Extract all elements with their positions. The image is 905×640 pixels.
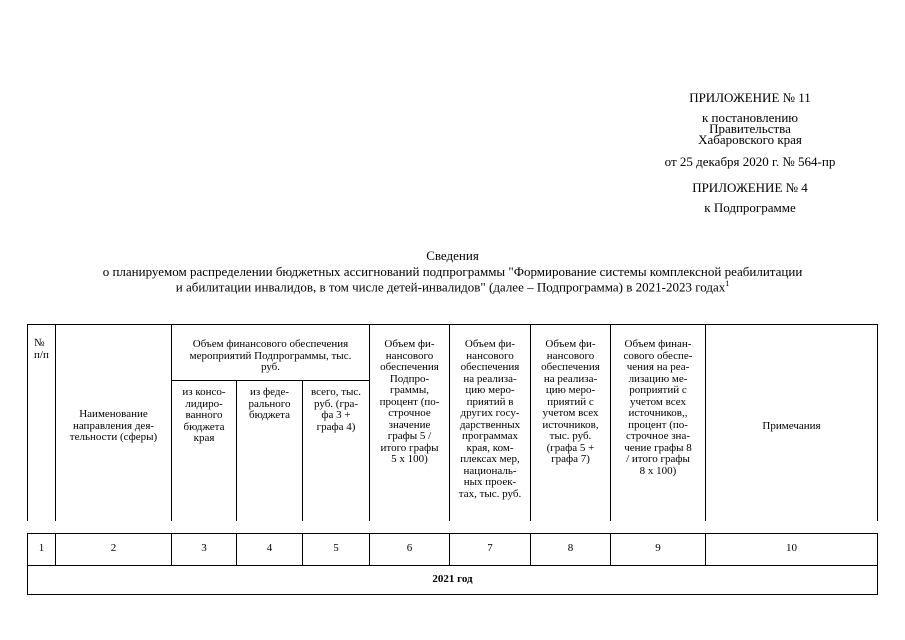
header-all-sources: Объем фи- нансового обеспечения на реализа- цию меро- приятий с учетом всех источников, тыс. руб. (графа 5 + графа 7) xyxy=(541,338,600,465)
column-number-7: 7 xyxy=(487,542,493,554)
header-financing-group: Объем финансового обеспечения мероприятий Подпрограммы, тыс. руб. xyxy=(189,338,352,373)
document-subheading-line-1: о планируемом распределении бюджетных ассигнований подпрограммы "Формирование системы комплексной реабилитации xyxy=(102,264,803,279)
header-federal-budget: из феде- рального бюджета xyxy=(248,386,291,421)
appendix-title: ПРИЛОЖЕНИЕ № 11 xyxy=(689,90,811,105)
column-number-2: 2 xyxy=(110,542,117,554)
column-number-3: 3 xyxy=(201,542,207,554)
appendix-ref-1: к постановлению xyxy=(701,110,799,125)
column-number-1: 1 xyxy=(38,542,45,554)
document-subheading-line-2 xyxy=(20,278,885,293)
column-number-4: 4 xyxy=(266,542,273,554)
column-number-8: 8 xyxy=(567,542,574,554)
sub-appendix-title: ПРИЛОЖЕНИЕ № 4 xyxy=(692,180,808,195)
appendix-ref-3: Хабаровского края xyxy=(698,132,802,147)
column-number-9: 9 xyxy=(655,542,661,554)
column-number-10: 10 xyxy=(786,542,797,554)
header-regional-budget: из консо- лидиро- ванного бюджета края xyxy=(182,386,226,444)
document-heading: Сведения xyxy=(426,248,479,263)
document-subheading-text: и абилитации инвалидов, в том числе детей-инвалидов" (далее – Подпрограмма) в 2021-2023 годах xyxy=(175,279,726,295)
header-direction-name: Наименование направления дея- тельности (сферы) xyxy=(69,408,158,443)
header-other-programs: Объем фи- нансового обеспечения на реализа- цию меро- приятий в других госу- дарственных программах края, ком- плексах мер, националь- ных проек- тах, тыс. руб. xyxy=(458,338,522,500)
header-subprogram-percent: Объем фи- нансового обеспечения Подпро- граммы, процент (по- строчное значение графы 5 / итого графы 5 х 100) xyxy=(379,338,440,465)
sub-appendix-ref: к Подпрограмме xyxy=(704,200,796,215)
appendix-ref-2: Правительства xyxy=(709,121,791,136)
header-number: № п/п xyxy=(34,337,49,361)
year-row-label: 2021 год xyxy=(432,573,473,585)
column-number-6: 6 xyxy=(406,542,413,554)
header-total: всего, тыс. руб. (гра- фа 3 + графа 4) xyxy=(310,386,362,433)
column-number-5: 5 xyxy=(333,542,339,554)
footnote-marker: 1 xyxy=(725,279,730,288)
header-notes: Примечания xyxy=(762,420,821,432)
appendix-ref-4: от 25 декабря 2020 г. № 564-пр xyxy=(664,154,836,169)
header-all-sources-percent: Объем финан- сового обеспе- чения на реа- лизацию ме- роприятий с учетом всех источников,, процент (по- строчное зна- чение графы 8 / итого графы 8 х 100) xyxy=(623,338,693,477)
